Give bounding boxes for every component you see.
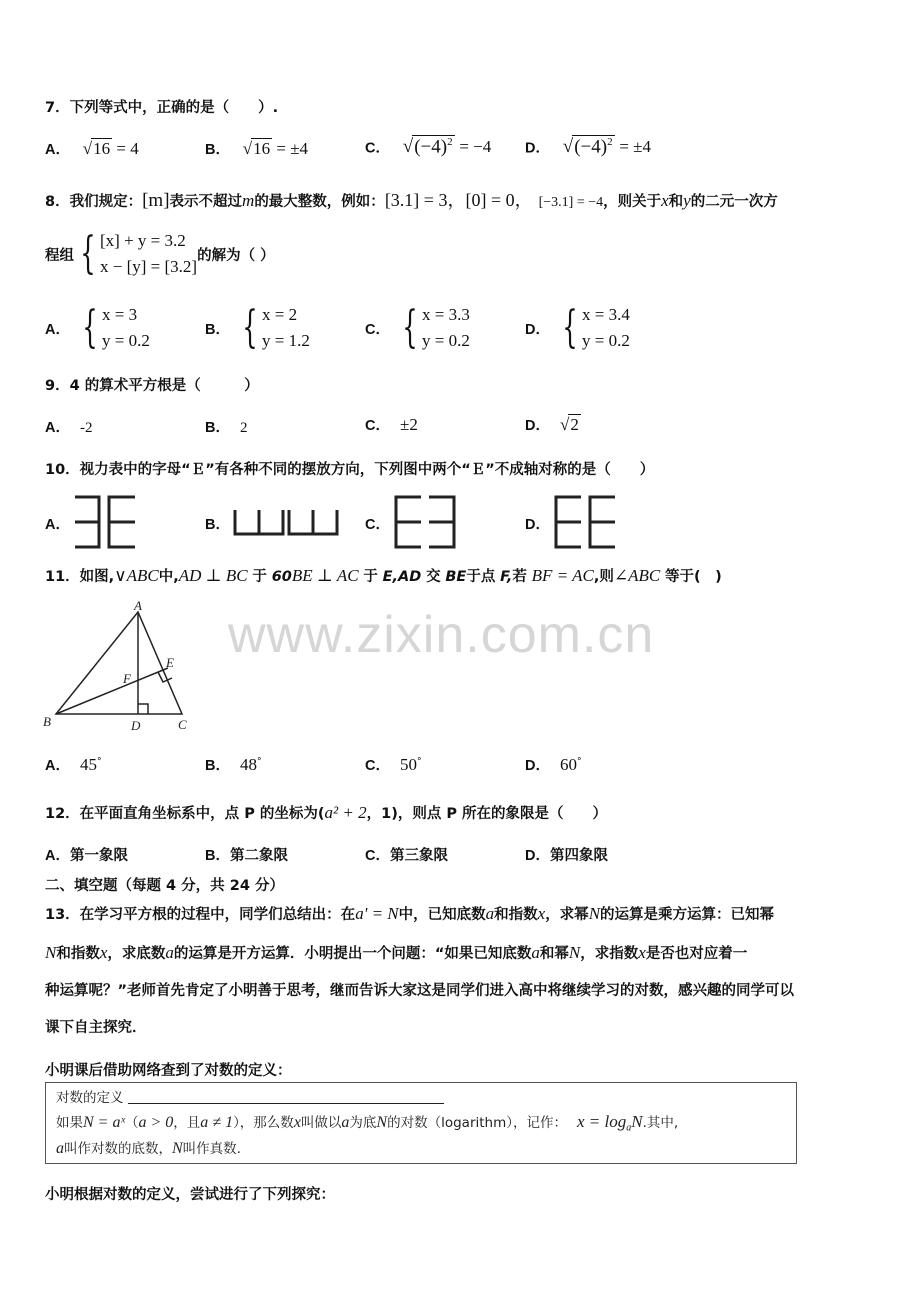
- q10-figure-b: [232, 508, 340, 536]
- label-e: E: [166, 655, 174, 670]
- rhs: = 4: [116, 139, 139, 158]
- radicand: (−4): [414, 136, 448, 158]
- definition-title: 对数的定义: [56, 1090, 124, 1106]
- radicand: 16: [253, 139, 271, 158]
- q8-option-d[interactable]: D． { x = 3.4 y = 0.2: [525, 302, 630, 353]
- rhs: = ±4: [276, 139, 309, 158]
- option-label: C．: [365, 140, 390, 157]
- q10-stem: 10．视力表中的字母“Ｅ”有各种不同的摆放方向，下列图中两个“Ｅ”不成轴对称的是（ ）: [45, 462, 655, 478]
- option-label: D．: [525, 140, 550, 157]
- q9-option-b[interactable]: B． 2: [205, 420, 248, 436]
- q11-option-d[interactable]: D． 60°: [525, 755, 582, 774]
- exponent: 2: [447, 136, 453, 148]
- equation-system: { [x] + y = 3.2 x − [y] = [3.2]: [80, 228, 198, 279]
- option-label: A．: [45, 142, 70, 158]
- label-b: B: [43, 714, 51, 729]
- q11-option-c[interactable]: C． 50°: [365, 755, 422, 774]
- q12-option-b[interactable]: B．第二象限: [205, 848, 288, 864]
- q10-option-d[interactable]: D．: [525, 517, 550, 533]
- q9-option-a[interactable]: A． -2: [45, 420, 93, 436]
- q10-option-b[interactable]: B．: [205, 517, 230, 533]
- q9-stem: 9．4 的算术平方根是（ ）: [45, 378, 259, 394]
- label-d: D: [131, 718, 141, 733]
- radicand: (−4): [574, 136, 608, 158]
- q12-option-c[interactable]: C．第三象限: [365, 848, 448, 864]
- definition-box: 对数的定义 如果N = aˣ（a > 0，且a ≠ 1），那么数x叫做以a为底N的对数（logarithm），记作： $x = \log_aN$.其中, a叫作对数的底数，N叫作真数.: [45, 1082, 797, 1164]
- q13-paragraph: 13．在学习平方根的过程中，同学们总结出：在a' = N中，已知底数a和指数x，求幂N的运算是乘方运算：已知幂 N和指数x，求底数a的运算是开方运算．小明提出一个问题：“如果已知底数a和幂N，求指数x是否也对应着一 种运算呢？”老师首先肯定了小明善于思考，继而告诉大家这是同学们进入高中将继续学习的对数，感兴趣的同学可以 课下自主探究． 小明课后借助网络查到了对数的定义：: [45, 904, 795, 1079]
- q9-option-c[interactable]: C． ±2: [365, 415, 418, 434]
- q8-option-a[interactable]: A． { x = 3 y = 0.2: [45, 302, 150, 353]
- label-f: F: [123, 671, 131, 686]
- q8-option-b[interactable]: B． { x = 2 y = 1.2: [205, 302, 310, 353]
- q10-figure-c: [393, 494, 457, 550]
- q11-option-b[interactable]: B． 48°: [205, 755, 262, 774]
- label-c: C: [178, 717, 187, 732]
- q12-option-a[interactable]: A．第一象限: [45, 848, 128, 864]
- q12-stem: 12．在平面直角坐标系中，点 P 的坐标为(a² + 2，1)，则点 P 所在的象限是（ ）: [45, 803, 608, 822]
- section-heading: 二、填空题（每题 4 分，共 24 分）: [45, 878, 284, 894]
- q8-option-c[interactable]: C． { x = 3.3 y = 0.2: [365, 302, 470, 353]
- q13-closing-line: 小明根据对数的定义，尝试进行了下列探究：: [45, 1187, 335, 1203]
- q7-option-c[interactable]: C． $√(-4)^2 = -4$: [365, 136, 492, 158]
- q11-option-a[interactable]: A． 45°: [45, 755, 102, 774]
- q8-system-line: 程组 { [x] + y = 3.2 x − [y] = [3.2] 的解为（ ）: [45, 228, 275, 279]
- option-label: B．: [205, 142, 230, 158]
- q9-option-d[interactable]: D． √2: [525, 415, 579, 434]
- q7-option-a[interactable]: A． √16 = 4: [45, 139, 139, 158]
- q7-option-b[interactable]: B． √16 = ±4: [205, 139, 309, 158]
- rhs: = ±4: [619, 137, 651, 157]
- q7-option-d[interactable]: D． $√(-4)^2 = \pm 4$: [525, 136, 651, 158]
- label-a: A: [134, 598, 142, 613]
- q12-option-d[interactable]: D．第四象限: [525, 848, 608, 864]
- q10-option-a[interactable]: A．: [45, 517, 70, 533]
- q11-triangle-figure: [40, 596, 200, 736]
- q10-figure-a: [73, 494, 137, 550]
- exponent: 2: [607, 136, 613, 148]
- q10-option-c[interactable]: C．: [365, 517, 390, 533]
- q8-stem: 8．我们规定：[m]表示不超过m的最大整数，例如：[3.1] = 3，[0] = 0， [−3.1] = −4，则关于x和y的二元一次方: [45, 190, 778, 211]
- q10-figure-d: [553, 494, 617, 550]
- q7-stem: 7．下列等式中，正确的是（ ）.: [45, 100, 279, 116]
- radicand: 16: [93, 139, 111, 158]
- rhs: = −4: [459, 137, 492, 157]
- q11-stem: 11．如图,∨ABC中,AD ⊥ BC 于 60BE ⊥ AC 于 E,AD 交 BE于点 F,若 BF = AC,则∠ABC 等于( ): [45, 566, 722, 585]
- watermark-text: www.zixin.com.cn: [228, 606, 655, 664]
